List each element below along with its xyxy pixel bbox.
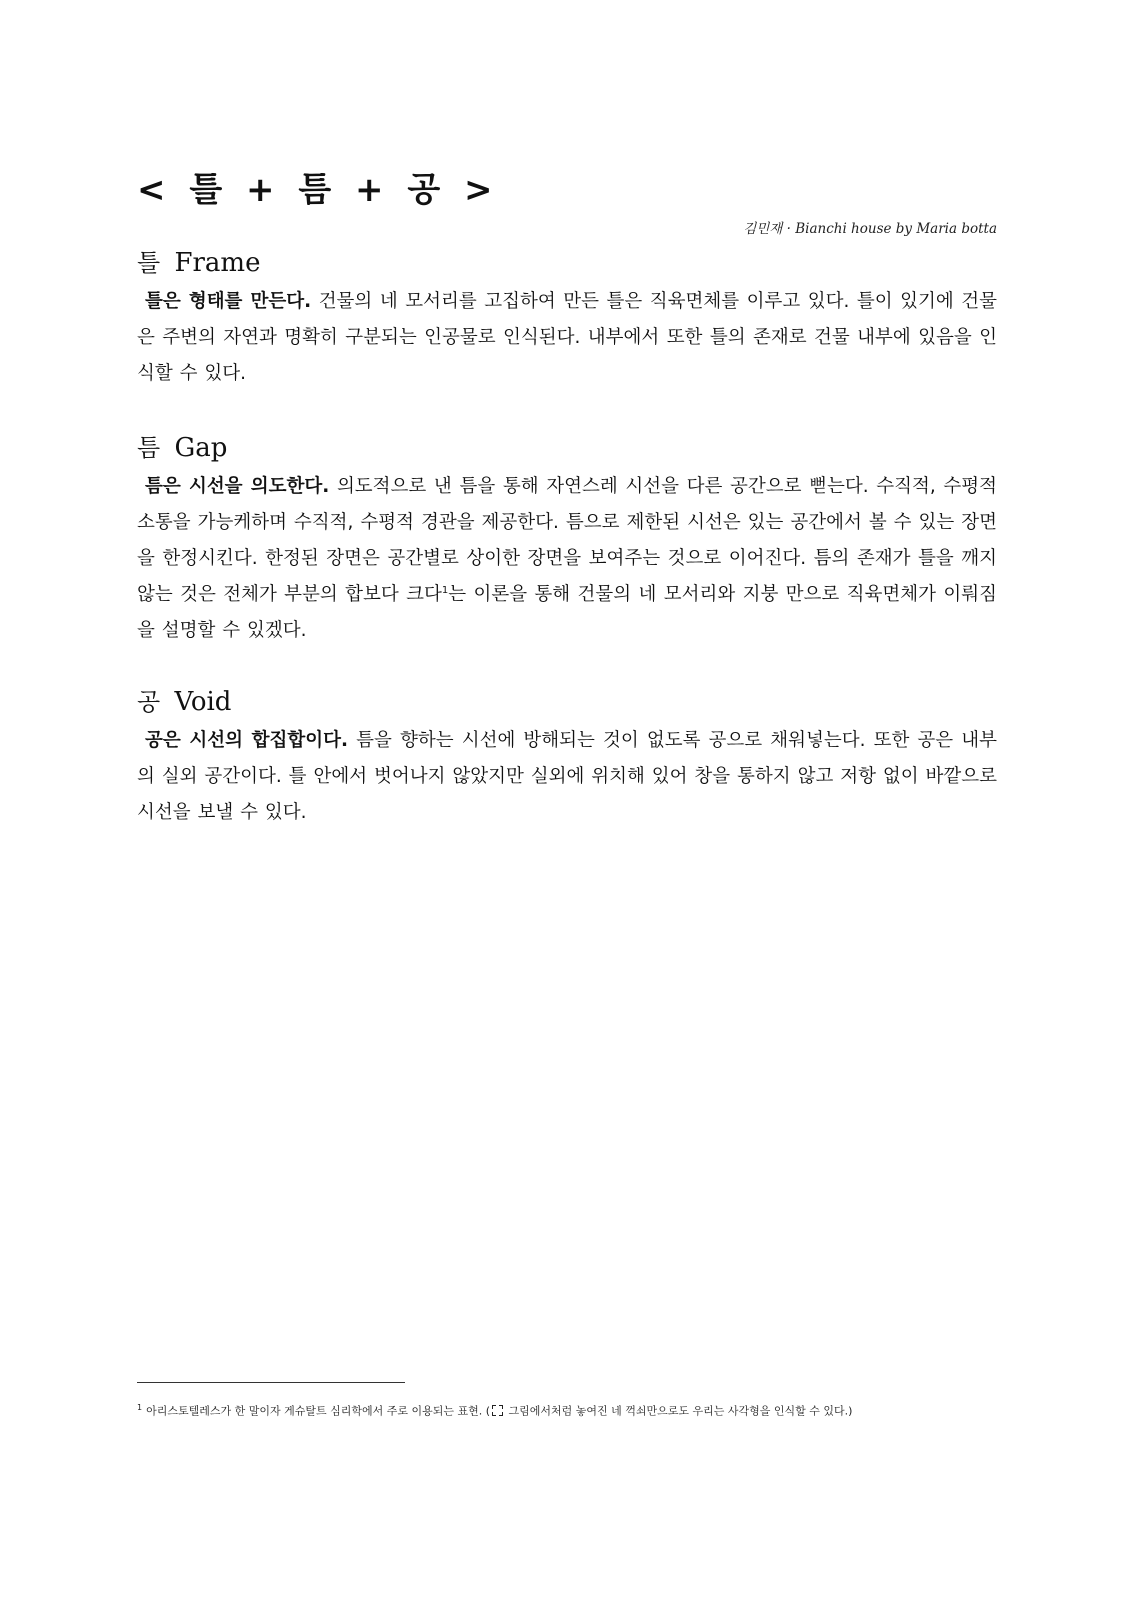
four-corners-icon: [492, 1405, 503, 1416]
section-heading-en: Gap: [174, 433, 228, 463]
section-frame: [137, 246, 997, 392]
footnote-reference[interactable]: 1: [441, 584, 449, 596]
section-lead-sentence: 공은 시선의 합집합이다.: [145, 730, 349, 751]
section-body-frame: [137, 284, 997, 392]
section-body-text: 의도적으로 낸 틈을 통해 자연스레 시선을 다른 공간으로 뻗는다. 수직적, 수평적 소통을 가능케하며 수직적, 수평적 경관을 제공한다. 틈으로 제한된 시선은 있는 공간에서 볼 수 있는 장면을 한정시킨다. 한정된 장면은 공간별로 상이한 장면을 보여주는 것으로 이어진다. 틈의 존재가 틀을 깨지 않는 것은 전체가 부분의 합보다 크다: [137, 476, 998, 605]
footnote-text-continued: 그림에서처럼 놓여진 네 꺽쇠만으로도 우리는 사각형을 인식할 수 있다.): [505, 1404, 853, 1418]
section-void: [137, 685, 997, 831]
section-body-text-continued: 는 이론을 통해 건물의 네 모서리와 지붕 만으로 직육면체가 이뤄짐을 설명할 수 있겠다.: [137, 584, 997, 641]
section-lead-sentence: 틈은 시선을 의도한다.: [145, 476, 330, 497]
footnote-text: 아리스토텔레스가 한 말이자 게슈탈트 심리학에서 주로 이용되는 표현. (: [146, 1404, 491, 1418]
author-byline: 김민재 · Bianchi house by Maria botta: [743, 221, 997, 237]
section-heading-en: Frame: [174, 248, 261, 278]
footnote-divider: [137, 1382, 405, 1383]
section-heading-ko: 틀: [137, 249, 161, 277]
section-heading-void: [137, 685, 997, 719]
section-body-void: [137, 723, 997, 831]
section-heading-ko: 공: [137, 688, 161, 716]
section-body-text: 건물의 네 모서리를 고집하여 만든 틀은 직육면체를 이루고 있다. 틀이 있기에 건물은 주변의 자연과 명확히 구분되는 인공물로 인식된다. 내부에서 또한 틀의 존재로 건물 내부에 있음을 인식할 수 있다.: [137, 291, 997, 384]
footnote: [137, 1400, 997, 1420]
section-body-text: 틈을 향하는 시선에 방해되는 것이 없도록 공으로 채워넣는다. 또한 공은 내부의 실외 공간이다. 틀 안에서 벗어나지 않았지만 실외에 위치해 있어 창을 통하지 않고 저항 없이 바깥으로 시선을 보낼 수 있다.: [137, 730, 998, 823]
section-heading-ko: 틈: [137, 434, 161, 462]
section-heading-en: Void: [174, 687, 232, 717]
section-gap: [137, 431, 997, 649]
footnote-mark: 1: [137, 1403, 143, 1412]
document-title: < 틀 + 틈 + 공 >: [137, 170, 499, 210]
section-lead-sentence: 틀은 형태를 만든다.: [145, 291, 312, 312]
section-heading-gap: [137, 431, 997, 465]
section-body-gap: [137, 469, 997, 649]
section-heading-frame: [137, 246, 997, 280]
